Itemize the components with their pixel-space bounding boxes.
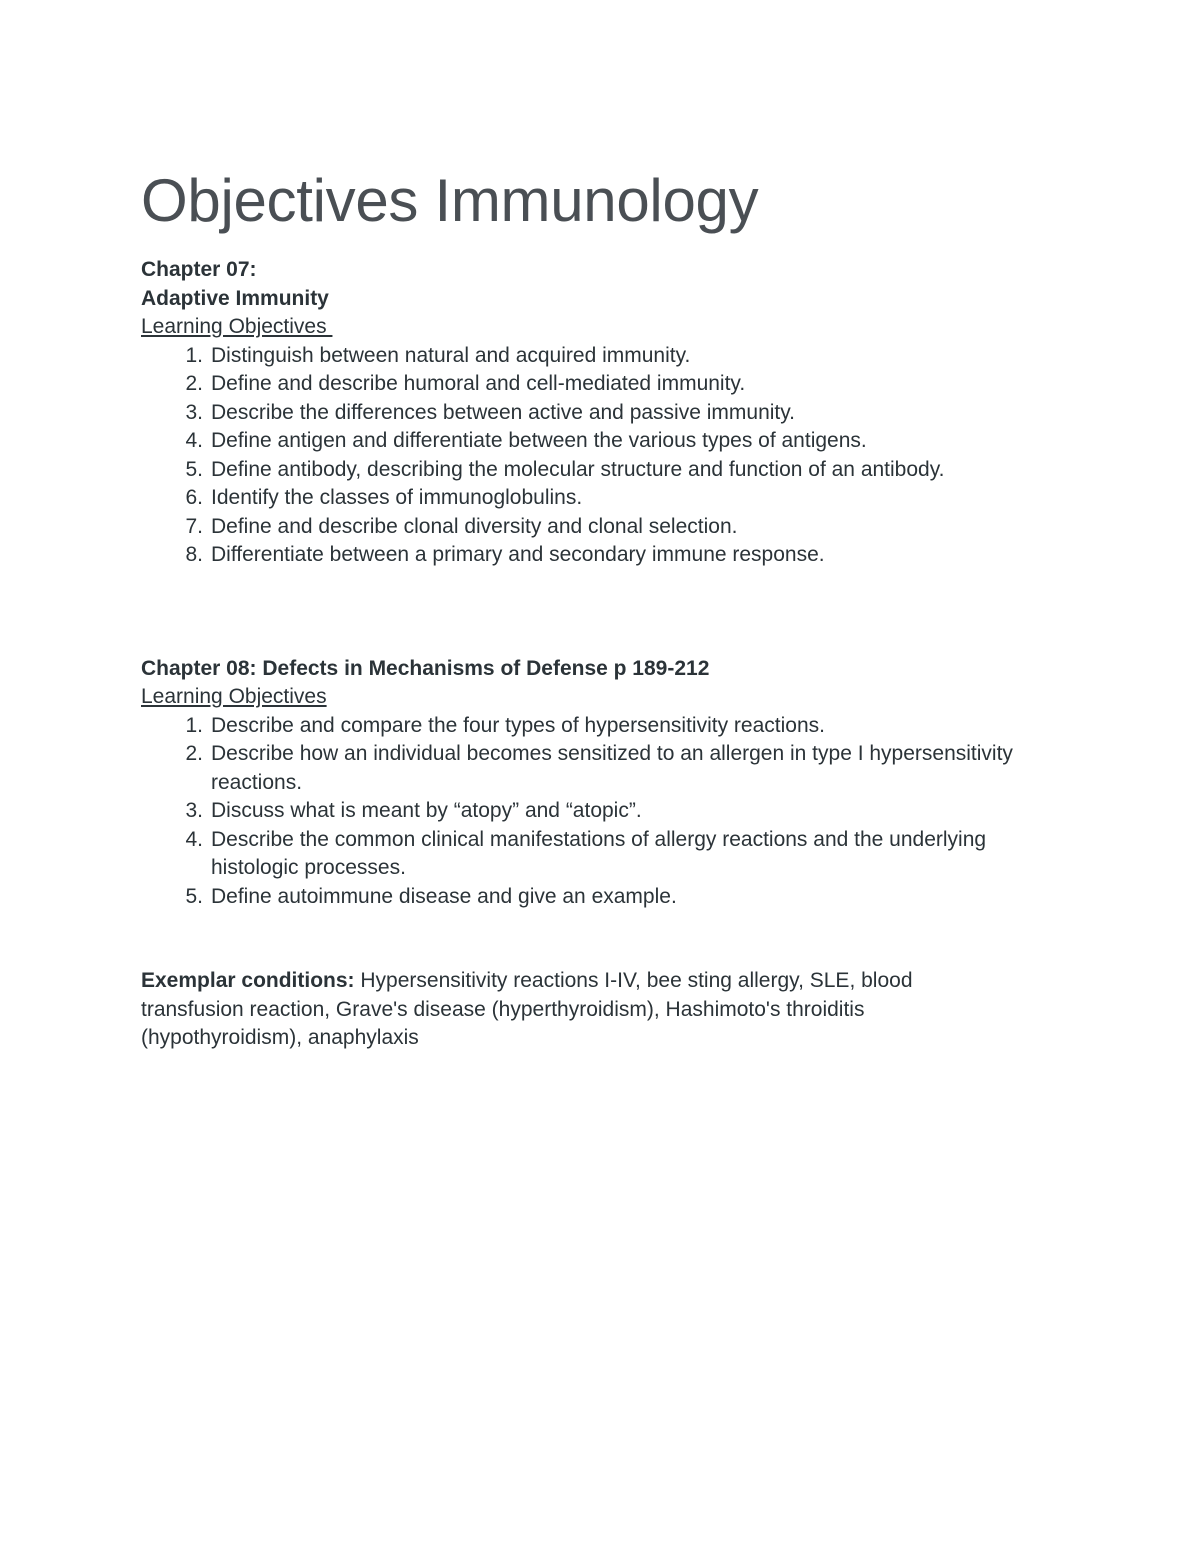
list-item-number: 5. (185, 884, 203, 908)
chapter-08-objectives-label: Learning Objectives (141, 685, 327, 708)
chapter-07-objectives-label: Learning Objectives (141, 315, 333, 338)
list-item (141, 427, 1061, 456)
list-item (141, 456, 1061, 485)
list-item-text: Describe and compare the four types of hypersensitivity reactions. (211, 713, 825, 737)
list-item-text: Define autoimmune disease and give an example. (211, 884, 677, 908)
list-item-number: 1. (185, 713, 203, 737)
list-item-text: Distinguish between natural and acquired immunity. (211, 343, 691, 367)
section-spacer (141, 911, 1061, 967)
list-item-number: 3. (185, 799, 203, 822)
list-item-number: 2. (185, 742, 203, 765)
list-item (141, 797, 1061, 826)
list-item (141, 342, 1061, 371)
chapter-08-objectives-list (141, 712, 1061, 912)
list-item-number: 7. (185, 514, 203, 538)
list-item-number: 3. (185, 400, 203, 424)
list-item-text: Describe the common clinical manifestations of allergy reactions and the underlying histologic processes. (211, 827, 987, 879)
list-item (141, 740, 1061, 797)
list-item (141, 484, 1061, 513)
chapter-08-heading: Chapter 08: Defects in Mechanisms of Defense p 189-212 (141, 656, 710, 680)
list-item (141, 826, 1061, 883)
list-item-number: 8. (185, 543, 203, 566)
list-item (141, 883, 1061, 912)
list-item-number: 4. (185, 827, 203, 851)
section-spacer (141, 570, 1061, 655)
list-item (141, 513, 1061, 542)
list-item-number: 4. (185, 429, 203, 452)
exemplar-text: Hypersensitivity reactions I-IV, bee sting allergy, SLE, blood transfusion reaction, Grave's disease (hyperthyroidism), Hashimoto's throiditis (hypothyroidism), anaphylaxis (141, 969, 913, 1049)
exemplar-label: Exemplar conditions: (141, 969, 355, 992)
document-page (141, 158, 1061, 1053)
exemplar-conditions (141, 967, 1021, 1053)
list-item-text: Define and describe humoral and cell-mediated immunity. (211, 372, 746, 395)
list-item-number: 1. (185, 343, 203, 367)
list-item (141, 712, 1061, 741)
list-item-text: Define antigen and differentiate between the various types of antigens. (211, 429, 867, 452)
list-item-text: Define antibody, describing the molecular structure and function of an antibody. (211, 457, 945, 481)
list-item (141, 370, 1061, 399)
list-item-text: Differentiate between a primary and secondary immune response. (211, 543, 825, 566)
list-item-text: Identify the classes of immunoglobulins. (211, 486, 583, 509)
list-item-number: 6. (185, 486, 203, 509)
chapter-07-heading: Chapter 07: (141, 258, 257, 281)
list-item (141, 541, 1061, 570)
list-item-number: 2. (185, 372, 203, 395)
document-title: Objectives Immunology (141, 167, 759, 234)
chapter-07-subheading: Adaptive Immunity (141, 286, 329, 310)
list-item-text: Discuss what is meant by “atopy” and “atopic”. (211, 799, 642, 822)
list-item-text: Define and describe clonal diversity and clonal selection. (211, 514, 738, 538)
chapter-07-objectives-list (141, 342, 1061, 570)
list-item (141, 399, 1061, 428)
list-item-number: 5. (185, 457, 203, 481)
list-item-text: Describe the differences between active and passive immunity. (211, 400, 796, 424)
list-item-text: Describe how an individual becomes sensitized to an allergen in type I hypersensitivity reactions. (211, 742, 1013, 794)
